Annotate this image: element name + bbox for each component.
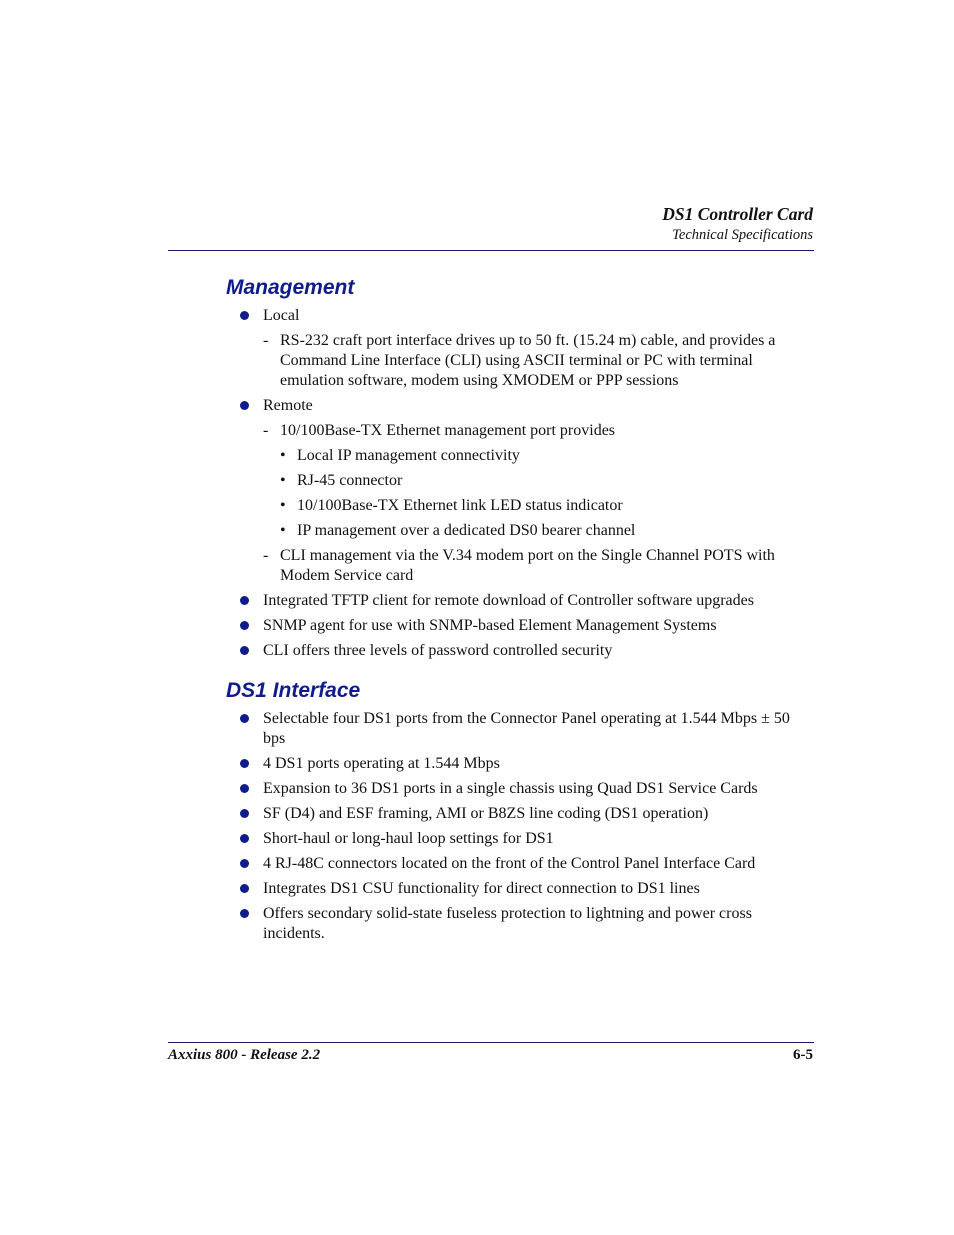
feature-text: IP management over a dedicated DS0 bearer channel [297,522,636,539]
list-item-text: 4 DS1 ports operating at 1.544 Mbps [263,755,500,772]
list-item [226,804,816,824]
bullet-icon [240,311,249,320]
footer-rule [168,1042,814,1043]
feature-item [280,471,816,491]
remote-sublist [263,421,816,586]
local-sublist [263,331,816,391]
bullet-icon [240,884,249,893]
list-item-local [226,306,816,391]
sublist-item [263,421,816,541]
sublist-item-text: RS-232 craft port interface drives up to 50 ft. (15.24 m) cable, and provides a Command Line Interface (CLI) using ASCII terminal or PC with terminal emulation software, modem using XMODEM or PPP sessions [280,332,776,389]
bullet-icon [240,859,249,868]
feature-text: RJ-45 connector [297,472,403,489]
list-item [226,709,816,749]
list-item-label: Remote [263,397,313,414]
feature-item [280,521,816,541]
list-item-text: Offers secondary solid-state fuseless protection to lightning and power cross incidents. [263,905,752,942]
list-item-text: SNMP agent for use with SNMP-based Element Management Systems [263,617,717,634]
port-features-list [280,446,816,541]
bullet-icon [240,909,249,918]
list-item-text: Integrates DS1 CSU functionality for direct connection to DS1 lines [263,880,700,897]
footer-product-release: Axxius 800 - Release 2.2 [168,1047,321,1063]
bullet-icon [240,646,249,655]
sublist-item-text: 10/100Base-TX Ethernet management port provides [280,422,616,439]
list-item [226,779,816,799]
dash-icon: - [263,422,269,439]
list-item-text: 4 RJ-48C connectors located on the front of the Control Panel Interface Card [263,855,756,872]
bullet-icon [240,401,249,410]
list-item-text: CLI offers three levels of password controlled security [263,642,613,659]
feature-text: Local IP management connectivity [297,447,520,464]
feature-item [280,496,816,516]
bullet-icon [240,714,249,723]
list-item-text: Integrated TFTP client for remote download of Controller software upgrades [263,592,754,609]
dash-icon: - [263,332,269,349]
list-item [226,829,816,849]
list-item-text: Short-haul or long-haul loop settings for DS1 [263,830,554,847]
page-number: 6-5 [793,1047,813,1063]
bullet-icon [240,834,249,843]
list-item [226,616,816,636]
page-content [226,272,816,949]
bullet-icon [240,759,249,768]
ds1-interface-heading: DS1 Interface [226,679,361,702]
small-bullet-icon: • [280,472,286,489]
management-heading: Management [226,276,355,299]
list-item-label: Local [263,307,300,324]
list-item-text: SF (D4) and ESF framing, AMI or B8ZS line coding (DS1 operation) [263,805,709,822]
dash-icon: - [263,547,269,564]
list-item-text: Expansion to 36 DS1 ports in a single chassis using Quad DS1 Service Cards [263,780,758,797]
feature-text: 10/100Base-TX Ethernet link LED status indicator [297,497,623,514]
list-item [226,879,816,899]
list-item [226,904,816,944]
ds1-interface-list [226,709,816,944]
management-list [226,306,816,661]
bullet-icon [240,809,249,818]
list-item [226,591,816,611]
small-bullet-icon: • [280,522,286,539]
header-rule [168,250,814,251]
small-bullet-icon: • [280,447,286,464]
list-item [226,854,816,874]
bullet-icon [240,621,249,630]
small-bullet-icon: • [280,497,286,514]
bullet-icon [240,784,249,793]
bullet-icon [240,596,249,605]
list-item-remote [226,396,816,586]
sublist-item [263,331,816,391]
list-item-text: Selectable four DS1 ports from the Connector Panel operating at 1.544 Mbps ± 50 bps [263,710,790,747]
list-item [226,641,816,661]
chapter-title: DS1 Controller Card [662,204,813,224]
sublist-item-text: CLI management via the V.34 modem port on the Single Channel POTS with Modem Service card [280,547,775,584]
list-item [226,754,816,774]
section-subtitle: Technical Specifications [672,227,813,243]
running-header [662,203,813,245]
sublist-item [263,546,816,586]
feature-item [280,446,816,466]
